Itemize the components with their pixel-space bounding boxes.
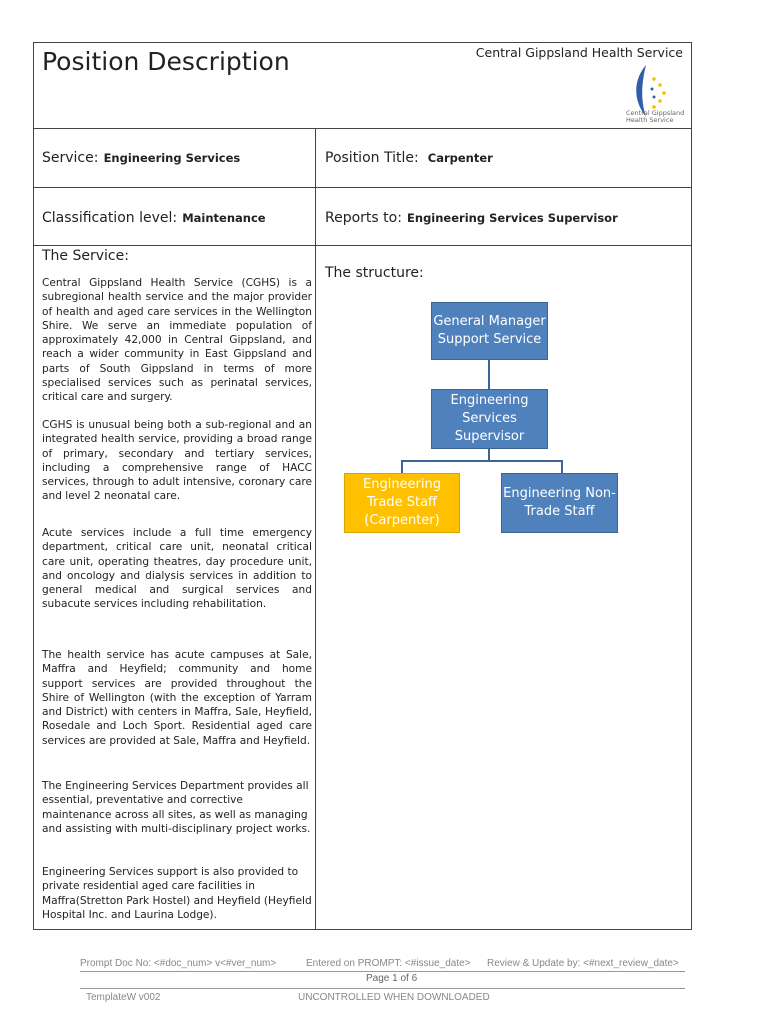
- org-node-general-manager: General Manager Support Service: [431, 302, 548, 360]
- footer-uncontrolled: UNCONTROLLED WHEN DOWNLOADED: [298, 992, 490, 1003]
- page-title: Position Description: [42, 47, 290, 76]
- classification-value: Maintenance: [182, 211, 266, 225]
- service-paragraph: Acute services include a full time emergency department, critical care unit, neonatal critical care unit, operating theatres, day procedure unit, and oncology and dialysis services in addition to general medical and surgical services and subacute services including rehabilitation.: [42, 527, 312, 611]
- footer-doc-number: Prompt Doc No: <#doc_num> v<#ver_num>: [80, 958, 277, 969]
- org-connector: [488, 360, 490, 389]
- divider: [34, 187, 691, 188]
- footer-divider: [80, 988, 685, 989]
- position-title-value: Carpenter: [427, 151, 493, 165]
- footer-page-number: Page 1 of 6: [366, 973, 418, 984]
- org-node-trade-staff: Engineering Trade Staff (Carpenter): [344, 473, 460, 533]
- org-node-non-trade-staff: Engineering Non-Trade Staff: [501, 473, 618, 533]
- divider: [34, 128, 691, 129]
- service-field: Service: Engineering Services: [42, 150, 241, 166]
- footer-entered-date: Entered on PROMPT: <#issue_date>: [306, 958, 471, 969]
- org-connector: [401, 460, 563, 462]
- reports-to-value: Engineering Services Supervisor: [407, 211, 618, 225]
- service-paragraph: Engineering Services support is also provided to private residential aged care facilities in Maffra(Stretton Park Hostel) and Heyfield (Heyfield Hospital Inc. and Laurina Lodge).: [42, 866, 312, 921]
- service-paragraph: The health service has acute campuses at Sale, Maffra and Heyfield; community and home support services are provided throughout the Shire of Wellington (with the exception of Yarram and District) with centers in Maffra, Sale, Heyfield, Rosedale and Loch Sport. Residential aged care services are provided at Sale, Maffra and Heyfield.: [42, 649, 312, 747]
- footer-template: TemplateW v002: [86, 992, 161, 1003]
- column-divider: [315, 245, 316, 930]
- structure-heading: The structure:: [325, 265, 424, 281]
- footer-review-date: Review & Update by: <#next_review_date>: [487, 958, 679, 969]
- reports-to-field: Reports to: Engineering Services Supervisor: [325, 210, 618, 226]
- organization-name: Central Gippsland Health Service: [475, 45, 683, 60]
- divider: [34, 245, 691, 246]
- org-node-supervisor: Engineering Services Supervisor: [431, 389, 548, 449]
- position-title-field: Position Title: Carpenter: [325, 150, 493, 166]
- classification-field: Classification level: Maintenance: [42, 210, 266, 226]
- footer-divider: [80, 971, 685, 972]
- position-description-frame: [33, 42, 692, 930]
- service-paragraph: The Engineering Services Department provides all essential, preventative and corrective maintenance across all sites, as well as managing and assisting with multi-disciplinary project works.: [42, 780, 311, 835]
- service-paragraph: Central Gippsland Health Service (CGHS) is a subregional health service and the major provider of health and aged care services in the Wellington Shire. We serve an immediate population of approximately 42,000 in Central Gippsland, and reach a wider community in East Gippsland and parts of South Gippsland in terms of more specialised services such as perinatal services, critical care and surgery.: [42, 277, 312, 404]
- logo-caption: Central Gippsland Health Service: [626, 109, 685, 124]
- service-heading: The Service:: [42, 248, 129, 264]
- org-connector: [401, 460, 403, 473]
- service-paragraph: CGHS is unusual being both a sub-regional and an integrated health service, providing a broad range of primary, secondary and tertiary services, including a comprehensive range of HACC services, through to adult intensive, coronary care and level 2 neonatal care.: [42, 419, 312, 503]
- service-value: Engineering Services: [103, 151, 241, 165]
- org-connector: [561, 460, 563, 473]
